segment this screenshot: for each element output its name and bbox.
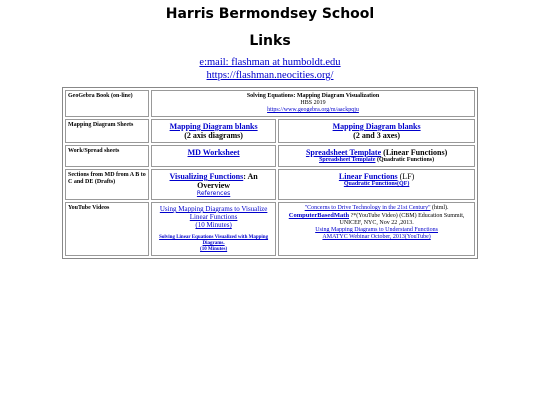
youtube-left-cell: [151, 202, 276, 256]
linear-functions-video-duration[interactable]: (10 Minutes): [195, 221, 232, 229]
table-row: [65, 145, 475, 167]
computer-based-math-suffix: ?*(YouTube Video) (CBM) Education Summit, UNICEF, NYC, Nov 22 ,2013.: [339, 213, 465, 226]
amatyc-youtube-link[interactable]: (YouTube): [404, 234, 431, 240]
md-worksheet-link[interactable]: MD Worksheet: [187, 148, 240, 157]
row-label: Mapping Diagram Sheets: [65, 119, 149, 143]
concerns-technology-suffix: (html).: [430, 205, 449, 211]
linear-equations-video-duration[interactable]: (10 Minutes): [200, 247, 228, 252]
understand-functions-link[interactable]: Using Mapping Diagrams to Understand Functions: [315, 227, 439, 233]
linear-equations-video-link[interactable]: Solving Linear Equations Visualized with Mapping Diagrams.: [159, 235, 269, 246]
page-title: Harris Bermondsey School: [165, 6, 375, 22]
sections-left-cell: [151, 169, 276, 200]
concerns-technology-link[interactable]: "Concerns to Drive Technology in the 21st Century": [304, 205, 431, 211]
row-label: YouTube Videos: [65, 202, 149, 256]
table-row: [65, 119, 475, 143]
row-label: GeoGebra Book (on-line): [65, 90, 149, 117]
table-row: [65, 169, 475, 200]
linear-functions-suffix: (LF): [397, 172, 415, 181]
geogebra-url-link[interactable]: https://www.geogebra.org/m/aackpqju: [267, 107, 359, 113]
sections-right-cell: [278, 169, 475, 200]
row-label: Work/Spread sheets: [65, 145, 149, 167]
geogebra-cell: [151, 90, 475, 117]
visualizing-functions-suffix: : An Overview: [197, 172, 258, 190]
visualizing-functions-link[interactable]: Visualizing Functions: [169, 172, 244, 181]
email-link[interactable]: e:mail: flashman at humboldt.edu: [199, 57, 341, 68]
links-table: [62, 87, 478, 259]
computer-based-math-link[interactable]: ComputerBasedMath: [288, 212, 350, 219]
linear-functions-link[interactable]: Linear Functions: [338, 172, 398, 181]
references-link[interactable]: References: [196, 190, 231, 197]
mapping-blanks-2axis-link[interactable]: Mapping Diagram blanks: [169, 122, 258, 131]
youtube-right-cell: [278, 202, 475, 256]
geogebra-sub: HBS 2019: [300, 100, 326, 106]
spreadsheet-linear-link[interactable]: Spreadsheet Template: [305, 148, 382, 157]
sheets-right-cell: [278, 119, 475, 143]
site-link[interactable]: https://flashman.neocities.org/: [206, 70, 334, 81]
amatyc-webinar-link[interactable]: AMATYC Webinar October, 2013: [322, 234, 405, 240]
spreadsheet-quadratic-link[interactable]: Spreadsheet Template: [319, 157, 376, 163]
sheets-left-cell: [151, 119, 276, 143]
contact-block: [0, 56, 540, 82]
spreadsheet-linear-suffix: (Linear Functions): [381, 148, 448, 157]
quadratic-functions-link[interactable]: Quadratic Functions(QF): [343, 181, 410, 187]
row-label: Sections from MD from A B to C and DE (Drafts): [65, 169, 149, 200]
work-left-cell: [151, 145, 276, 167]
table-row: [65, 90, 475, 117]
mapping-blanks-3axis-link[interactable]: Mapping Diagram blanks: [332, 122, 421, 131]
mapping-blanks-3axis-sub: (2 and 3 axes): [353, 131, 401, 140]
geogebra-title: Solving Equations: Mapping Diagram Visualization: [246, 93, 380, 99]
spreadsheet-quadratic-suffix: (Quadratic Functions): [375, 157, 435, 163]
table-row: [65, 202, 475, 256]
work-right-cell: [278, 145, 475, 167]
mapping-blanks-2axis-sub: (2 axis diagrams): [184, 131, 243, 140]
linear-functions-video-link[interactable]: Using Mapping Diagrams to Visualize Linear Functions: [159, 205, 268, 221]
page-subtitle: Links: [249, 33, 291, 49]
